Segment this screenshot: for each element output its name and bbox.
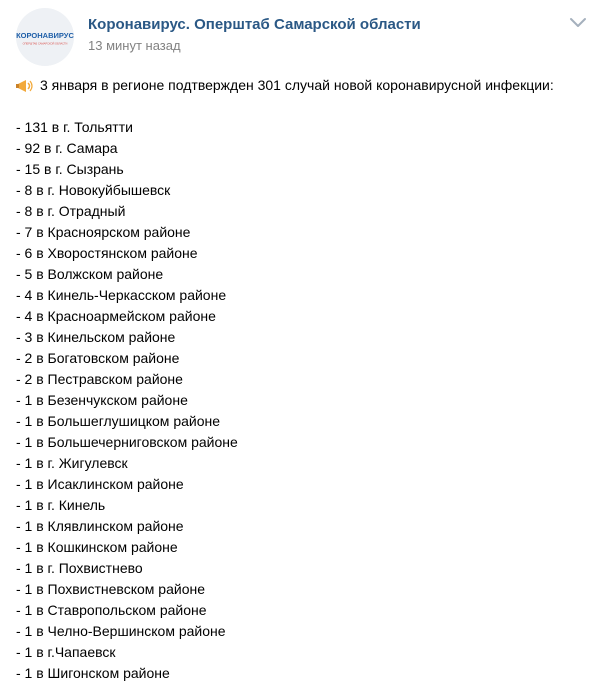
headline-text: 3 января в регионе подтвержден 301 случай новой коронавирусной инфекции:: [40, 77, 554, 93]
list-item: - 15 в г. Сызрань: [16, 161, 124, 177]
list-item: - 1 в г. Кинель: [16, 497, 106, 513]
list-item: - 4 в Кинель-Черкасском районе: [16, 287, 227, 303]
case-list: [16, 117, 596, 684]
list-item: - 1 в Челно-Вершинском районе: [16, 623, 226, 639]
author-name[interactable]: Коронавирус. Оперштаб Самарской области: [88, 16, 421, 33]
list-item: - 2 в Богатовском районе: [16, 350, 180, 366]
list-item: - 92 в г. Самара: [16, 140, 118, 156]
list-item: - 5 в Волжском районе: [16, 266, 164, 282]
post-time[interactable]: 13 минут назад: [88, 38, 181, 53]
list-item: - 1 в г. Похвистнево: [16, 560, 143, 576]
list-item: - 1 в г.Чапаевск: [16, 644, 116, 660]
list-item: - 1 в Большечерниговском районе: [16, 434, 238, 450]
list-item: - 1 в Безенчукском районе: [16, 392, 188, 408]
list-item: - 1 в Исаклинском районе: [16, 476, 184, 492]
blank-line: [16, 96, 596, 117]
list-item: - 1 в Похвистневском районе: [16, 581, 205, 597]
list-item: - 1 в г. Жигулевск: [16, 455, 128, 471]
list-item: - 1 в Кошкинском районе: [16, 539, 178, 555]
list-item: - 131 в г. Тольятти: [16, 119, 133, 135]
list-item: - 7 в Красноярском районе: [16, 224, 191, 240]
avatar[interactable]: [16, 8, 74, 66]
post-headline: [16, 75, 596, 96]
megaphone-icon: [16, 78, 34, 94]
post-header: [0, 0, 610, 66]
avatar-title: КОРОНАВИРУС: [16, 31, 74, 40]
list-item: - 1 в Шигонском районе: [16, 665, 170, 681]
list-item: - 1 в Ставропольском районе: [16, 602, 207, 618]
chevron-down-icon[interactable]: [568, 16, 588, 30]
list-item: - 4 в Красноармейском районе: [16, 308, 216, 324]
list-item: - 1 в Клявлинском районе: [16, 518, 184, 534]
list-item: - 8 в г. Новокуйбышевск: [16, 182, 171, 198]
list-item: - 6 в Хворостянском районе: [16, 245, 198, 261]
list-item: - 3 в Кинельском районе: [16, 329, 176, 345]
list-item: - 1 в Большеглушицком районе: [16, 413, 221, 429]
avatar-logo: [16, 8, 74, 66]
list-item: - 2 в Пестравском районе: [16, 371, 183, 387]
list-item: - 8 в г. Отрадный: [16, 203, 126, 219]
avatar-subtitle: ОПЕРШТАБ САМАРСКОЙ ОБЛАСТИ: [22, 42, 68, 46]
post-text: [16, 75, 596, 684]
